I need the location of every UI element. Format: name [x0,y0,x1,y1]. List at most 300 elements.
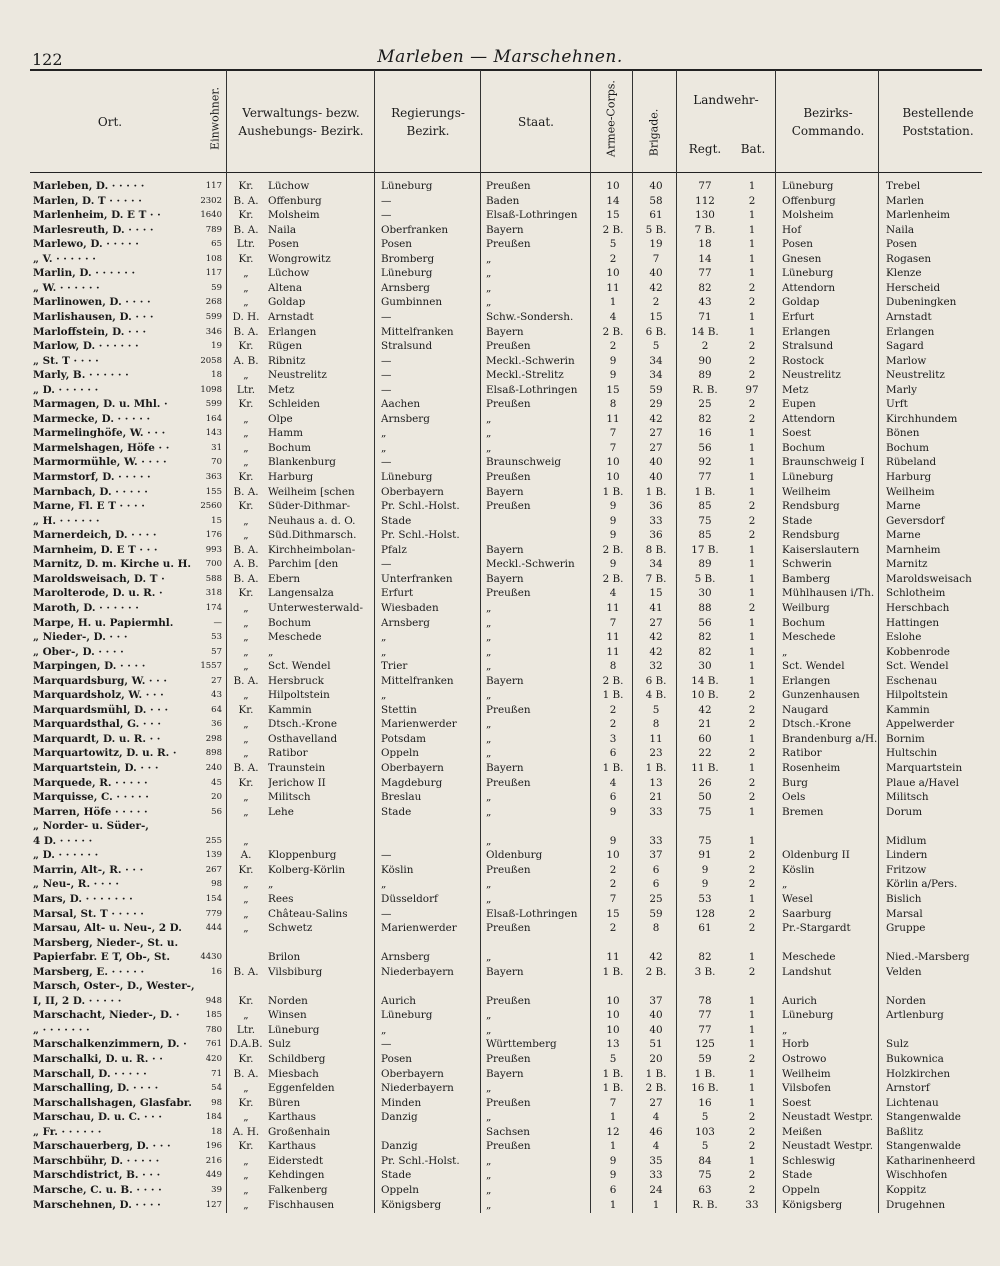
landwehr-regiment: 82 [698,281,712,294]
landwehr-battalion: 1 [748,762,756,774]
district-type: B. A. [233,223,259,236]
landwehr-regiment: 77 [698,1023,712,1036]
population: 117 [205,181,222,191]
population: 363 [205,472,222,482]
table-row [0,617,1000,630]
table-row [0,791,1000,804]
table-row [0,602,1000,615]
district-type: Ltr. [236,383,256,396]
district-type: Kr. [238,776,254,789]
brigade: 40 [649,180,663,192]
table-row [0,864,1000,877]
army-corps: 2 [609,878,617,891]
regierungsbezirk: Bromberg [381,252,435,265]
post-station: Arnstorf [886,1082,930,1095]
district-name: Dtsch.-Krone [268,718,337,731]
landwehr-regiment: 125 [695,1038,715,1051]
population: 57 [211,646,222,657]
bezirks-commando: Meißen [782,1125,822,1138]
district-name: Harburg [268,471,314,483]
brigade: 40 [649,267,663,280]
post-station: Kammin [886,703,930,716]
table-row [0,1140,1000,1153]
state: „ [486,645,492,658]
district-name: Bochum [268,616,311,629]
place-name: Marschallshagen, Glasfabr. [33,1096,192,1109]
bezirks-commando: Rendsburg [782,500,840,513]
place-name: „ Neu-, R. · · · · [33,878,119,891]
landwehr-battalion: 1 [748,310,756,323]
district-type: „ [243,922,249,934]
state: Sachsen [486,1125,530,1138]
table-row [0,1068,1000,1081]
state: „ [486,1169,492,1182]
army-corps: 11 [606,281,620,294]
landwehr-battalion: 1 [748,325,756,338]
regierungsbezirk: — [381,310,392,323]
district-type: B. A. [233,762,259,774]
district-name: „ [268,878,274,891]
place-name: „ D. · · · · · · [33,383,99,396]
regierungsbezirk: Oberfranken [381,223,449,236]
landwehr-regiment: 16 B. [691,1082,719,1095]
landwehr-battalion: 1 [748,572,756,585]
army-corps: 5 [609,238,617,251]
army-corps: 11 [606,412,620,425]
landwehr-regiment: 9 [701,878,709,891]
regierungsbezirk: Aachen [381,398,421,411]
district-name: Hilpoltstein [268,689,330,702]
regierungsbezirk: Breslau [381,791,422,804]
bezirks-commando: Weilheim [782,1067,831,1080]
place-name: Marquardsthal, G. · · · [33,718,161,731]
state: Preußen [486,863,531,876]
landwehr-battalion: 2 [748,1183,756,1196]
state: „ [486,1198,492,1211]
place-name: Marren, Höfe · · · · · [33,805,148,818]
table-row [0,1053,1000,1066]
running-head: Marleben — Marschehnen. [377,47,623,67]
regierungsbezirk: Stade [381,514,412,527]
regierungsbezirk: Gumbinnen [381,296,443,309]
landwehr-battalion: 1 [748,252,756,265]
place-name: Marnitz, D. m. Kirche u. H. [33,558,192,571]
army-corps: 11 [606,631,620,643]
table-row [0,355,1000,368]
brigade: 6 [652,863,660,876]
bezirks-commando: Gunzenhausen [782,689,860,702]
place-name: Marmecke, D. · · · · · [33,412,151,425]
army-corps: 6 [609,791,617,804]
table-row [0,311,1000,324]
population: 1557 [200,661,222,672]
post-station: Sulz [886,1038,909,1051]
place-name: Marsal, St. T · · · · · [33,907,144,920]
regierungsbezirk: Marienwerder [381,922,457,934]
regierungsbezirk: Niederbayern [381,1082,454,1095]
table-row [0,224,1000,237]
regierungsbezirk: — [381,194,392,207]
population: 216 [205,1155,222,1166]
place-name: Marlishausen, D. · · · [33,310,154,323]
population: 948 [205,995,222,1006]
brigade: 34 [649,354,663,367]
landwehr-battalion: 1 [748,587,756,600]
brigade: 1 B. [645,1067,667,1080]
state: „ [486,689,492,702]
state: „ [486,1183,492,1196]
bezirks-commando: Lüneburg [782,180,834,192]
landwehr-regiment: 14 [698,252,712,265]
bezirks-commando: Bochum [782,441,825,454]
army-corps: 9 [609,529,617,542]
brigade: 33 [649,514,663,527]
landwehr-battalion: 2 [748,601,756,614]
landwehr-battalion: 1 [748,223,756,236]
army-corps: 1 [609,1111,617,1124]
state: „ [486,747,492,760]
state: Preußen [486,587,531,600]
regierungsbezirk: — [381,907,392,920]
district-name: Ribnitz [268,354,306,367]
bezirks-commando: Offenburg [782,194,836,207]
table-row [0,995,1000,1008]
place-name: Marne, Fl. E T · · · · [33,500,145,513]
place-name: Marlow, D. · · · · · · [33,340,139,352]
landwehr-battalion: 1 [748,834,756,847]
district-name: Schildberg [268,1053,326,1065]
landwehr-regiment: 103 [695,1125,715,1138]
table-row [0,282,1000,295]
brigade: 2 B. [645,1082,667,1095]
brigade: 15 [649,587,663,600]
landwehr-battalion: 2 [748,747,756,760]
bezirks-commando: Rendsburg [782,529,840,542]
state: „ [486,805,492,818]
population: 700 [205,559,222,570]
district-name: Sct. Wendel [268,660,331,673]
landwehr-battalion: 2 [748,922,756,934]
bezirks-commando: Landshut [782,965,832,978]
brigade: 46 [649,1125,663,1138]
regierungsbezirk: — [381,354,392,367]
district-type: Kr. [238,500,254,513]
table-row [0,718,1000,731]
state: Preußen [486,703,531,716]
brigade: 23 [649,747,663,760]
brigade: 58 [649,194,663,207]
regierungsbezirk: Oppeln [381,1183,419,1196]
landwehr-battalion: 2 [748,529,756,542]
bezirks-commando: Burg [782,776,808,789]
population: 139 [205,850,222,861]
place-name: „ Nieder-, D. · · · [33,631,128,643]
army-corps: 2 [609,703,617,716]
army-corps: 5 [609,1053,617,1065]
army-corps: 10 [606,267,620,280]
district-name: Miesbach [268,1067,319,1080]
landwehr-battalion: 1 [748,267,756,280]
post-station: Weilheim [886,485,935,498]
brigade: 37 [649,994,663,1007]
place-name: Marmstorf, D. · · · · · [33,471,151,483]
population: 298 [205,733,222,744]
population: 59 [211,282,222,293]
brigade: 15 [649,310,663,323]
table-row [0,849,1000,862]
district-name: „ [268,645,274,658]
post-station: Bönen [886,427,920,440]
population: 18 [211,370,222,381]
population: 143 [205,428,222,439]
landwehr-battalion: 1 [748,441,756,454]
regierungsbezirk: Danzig [381,1140,418,1153]
district-type: „ [243,878,249,891]
landwehr-regiment: 75 [698,1169,712,1182]
place-name: „ D. · · · · · · [33,849,99,862]
landwehr-battalion: 2 [748,965,756,978]
post-station: Velden [886,965,922,978]
population: 98 [211,1097,222,1108]
post-station: Appelwerder [886,718,955,731]
place-name: Marquisse, C. · · · · · [33,791,149,804]
state: Bayern [486,572,524,585]
table-row [0,820,1000,833]
population: 70 [211,457,222,468]
district-name: Jerichow II [268,776,326,789]
army-corps: 2 B. [602,674,624,687]
landwehr-battalion: 1 [748,1096,756,1109]
post-station: Rogasen [886,252,932,265]
landwehr-regiment: 25 [698,398,712,411]
state: „ [486,1082,492,1095]
district-name: Bochum [268,441,311,454]
post-station: Erlangen [886,325,935,338]
post-station: Eschenau [886,674,938,687]
place-name: Marlewo, D. · · · · · [33,238,139,251]
district-type: „ [243,660,249,673]
brigade: 4 B. [645,689,667,702]
table-row [0,937,1000,950]
army-corps: 7 [609,427,617,440]
brigade: 34 [649,558,663,571]
population: 174 [205,602,222,613]
landwehr-battalion: 1 [748,485,756,498]
regierungsbezirk: Lüneburg [381,267,433,280]
post-station: Marsal [886,907,923,920]
district-name: Arnstadt [268,310,314,323]
brigade: 27 [649,616,663,629]
landwehr-battalion: 1 [748,616,756,629]
district-name: Lehe [268,805,294,818]
place-name: Marolterode, D. u. R. · [33,587,163,600]
table-row [0,369,1000,382]
army-corps: 14 [606,194,620,207]
post-station: Lindern [886,849,928,862]
table-row [0,1082,1000,1095]
army-corps: 9 [609,514,617,527]
district-name: Karthaus [268,1111,317,1124]
state: Preußen [486,994,531,1007]
population: 2560 [200,501,222,512]
brigade: 20 [649,1053,663,1065]
district-type: „ [243,1198,249,1211]
district-type: Kr. [238,209,254,222]
place-name: Marpingen, D. · · · · [33,660,146,673]
army-corps: 2 B. [602,543,624,556]
landwehr-regiment: 78 [698,994,712,1007]
army-corps: 12 [606,1125,620,1138]
army-corps: 6 [609,1183,617,1196]
bezirks-commando: „ [782,1023,788,1036]
brigade: 40 [649,456,663,469]
district-type: B. A. [233,194,259,207]
state: „ [486,718,492,731]
district-name: Neuhaus a. d. O. [268,514,356,527]
army-corps: 3 [609,732,617,745]
header-armee-corps: Armee-Corps. [604,80,618,157]
brigade: 32 [649,660,663,673]
bezirks-commando: Gnesen [782,252,822,265]
landwehr-regiment: 130 [695,209,715,222]
table-row [0,1009,1000,1022]
landwehr-regiment: 112 [695,194,715,207]
landwehr-regiment: 89 [698,369,712,382]
district-name: Molsheim [268,209,320,222]
bezirks-commando: Lüneburg [782,471,834,483]
landwehr-battalion: 2 [748,718,756,731]
bezirks-commando: Stade [782,514,813,527]
landwehr-regiment: 1 B. [694,1067,716,1080]
table-row [0,267,1000,280]
bezirks-commando: Schleswig [782,1154,836,1167]
place-name: I, II, 2 D. · · · · · [33,994,122,1007]
table-row [0,500,1000,513]
landwehr-battalion: 1 [748,951,756,964]
army-corps: 1 [609,296,617,309]
bezirks-commando: Brandenburg a/H. [782,732,878,745]
population: 53 [211,632,222,642]
district-type: „ [243,514,249,527]
header-regierung: Regierungs- Bezirk. [391,106,465,138]
post-station: Baßlitz [886,1125,924,1138]
post-station: Rübeland [886,456,937,469]
state: Bayern [486,543,524,556]
district-type: Kr. [238,252,254,265]
landwehr-battalion: 1 [748,805,756,818]
district-type: „ [243,1154,249,1167]
landwehr-regiment: 17 B. [691,543,719,556]
state: „ [486,281,492,294]
header-brigade: Brigade. [647,108,661,157]
table-row [0,1184,1000,1197]
population: 184 [205,1112,222,1123]
landwehr-battalion: 2 [748,500,756,513]
place-name: „ St. T · · · · [33,354,99,367]
bezirks-commando: Wesel [782,892,813,905]
population: 268 [205,297,222,308]
bezirks-commando: Rostock [782,354,824,367]
landwehr-battalion: 2 [748,398,756,411]
population: 1640 [200,210,222,221]
bezirks-commando: Ostrowo [782,1053,827,1065]
regierungsbezirk: Oberbayern [381,485,444,498]
district-type: Ltr. [236,1023,256,1036]
army-corps: 15 [606,383,620,396]
bezirks-commando: Attendorn [782,412,836,425]
post-station: Kobbenrode [886,645,950,658]
landwehr-regiment: 5 [701,1111,709,1124]
table-row [0,1126,1000,1139]
regierungsbezirk: „ [381,441,387,454]
district-name: Olpe [268,412,293,425]
brigade: 11 [649,732,663,745]
landwehr-regiment: 77 [698,267,712,280]
district-name: Süder-Dithmar- [268,500,351,513]
brigade: 4 [652,1111,660,1124]
bezirks-commando: Naugard [782,703,829,716]
table-row [0,442,1000,455]
landwehr-regiment: 43 [698,296,712,309]
district-type: B. A. [233,485,259,498]
post-station: Bislich [886,892,922,905]
population: 64 [211,704,222,715]
state: „ [486,1023,492,1036]
brigade: 7 B. [645,572,667,585]
bezirks-commando: Oels [782,791,806,804]
post-station: Midlum [886,834,927,847]
regierungsbezirk: Unterfranken [381,572,453,585]
state: Elsaß-Lothringen [486,383,578,396]
army-corps: 2 [609,340,617,352]
place-name: Marquartowitz, D. u. R. · [33,747,177,760]
army-corps: 7 [609,616,617,629]
population: 4430 [200,952,222,963]
landwehr-regiment: 16 [698,427,712,440]
state: „ [486,412,492,425]
post-station: Bochum [886,441,929,454]
post-station: Katharinenheerd [886,1154,976,1167]
table-row [0,558,1000,571]
post-station: Eslohe [886,631,922,643]
landwehr-regiment: 56 [698,441,712,454]
regierungsbezirk: Arnsberg [381,412,430,425]
district-type: „ [243,645,249,658]
population: 599 [205,399,222,410]
army-corps: 1 B. [602,762,624,774]
header-regt: Regt. [688,142,722,156]
landwehr-battalion: 1 [748,456,756,469]
regierungsbezirk: Potsdam [381,732,427,745]
table-row [0,704,1000,717]
regierungsbezirk: Stralsund [381,340,433,352]
place-name: Marlenheim, D. E T · · [33,209,161,222]
population: 267 [205,864,222,875]
post-station: Körlin a/Pers. [886,878,958,891]
table-row [0,209,1000,222]
place-name: Marquartstein, D. · · · [33,762,159,774]
table-row [0,253,1000,266]
regierungsbezirk: Pr. Schl.-Holst. [381,1154,460,1167]
landwehr-regiment: 30 [698,660,712,673]
post-station: Marly [886,383,917,396]
district-name: Wongrowitz [268,252,331,265]
landwehr-battalion: 1 [748,732,756,745]
table-row [0,966,1000,979]
population: 16 [211,966,222,977]
state: „ [486,267,492,280]
landwehr-regiment: 91 [698,849,712,862]
